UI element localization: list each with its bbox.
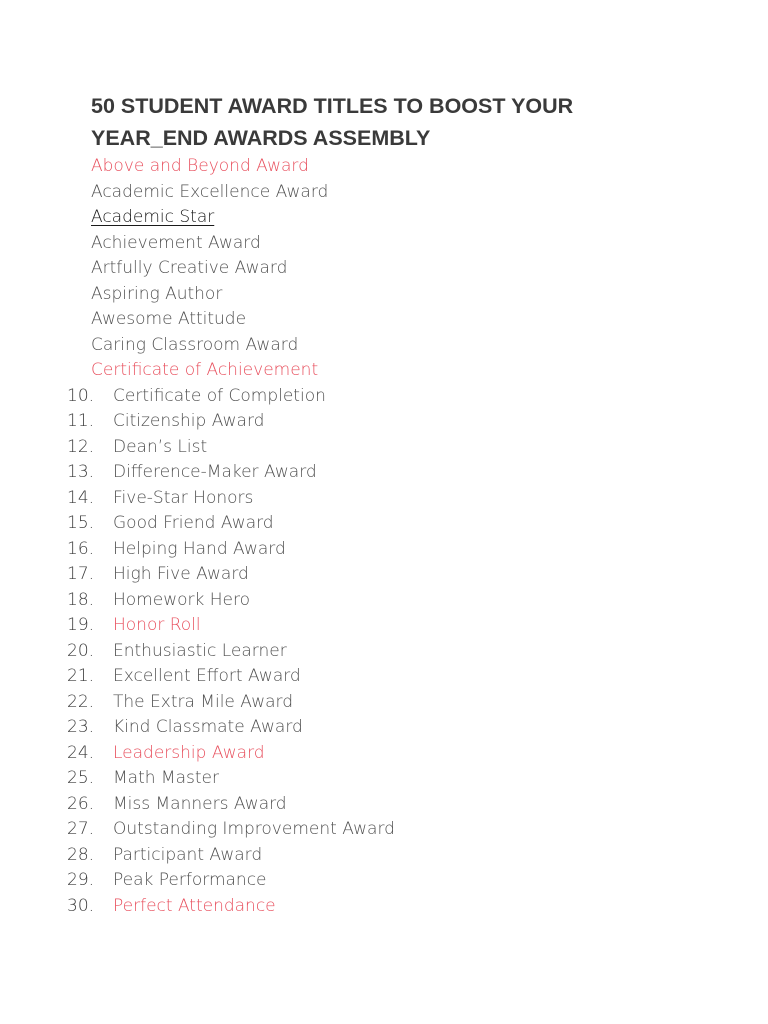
document-title (91, 90, 573, 154)
award-number: 24. (67, 742, 95, 763)
award-number: 27. (67, 819, 95, 839)
award-title: Aspiring Author (91, 283, 223, 304)
award-number: 15. (67, 513, 95, 533)
award-title: Above and Beyond Award (91, 156, 309, 176)
document-title-line-2: YEAR_END AWARDS ASSEMBLY (91, 126, 431, 150)
award-title: Enthusiastic Learner (113, 640, 287, 661)
award-title: Kind Classmate Award (113, 717, 303, 737)
award-number: 23. (67, 717, 95, 737)
award-number: 10. (67, 385, 95, 406)
award-title: Perfect Attendance (113, 895, 276, 916)
award-title: The Extra Mile Award (113, 691, 294, 712)
award-number: 30. (67, 895, 95, 916)
document-title-line-1: 50 STUDENT AWARD TITLES TO BOOST YOUR (91, 94, 574, 118)
award-title: Citizenship Award (113, 411, 265, 431)
award-title: Excellent Effort Award (113, 666, 301, 686)
award-title: Dean’s List (113, 436, 208, 457)
award-title: High Five Award (113, 564, 249, 584)
award-title: Outstanding Improvement Award (113, 819, 395, 839)
award-title: Peak Performance (113, 870, 267, 890)
award-title: Miss Manners Award (113, 793, 287, 814)
award-number: 19. (67, 615, 95, 635)
award-number: 13. (67, 462, 95, 482)
award-number: 22. (67, 691, 95, 712)
award-title: Helping Hand Award (113, 538, 286, 559)
award-number: 21. (67, 666, 95, 686)
award-title: Participant Award (113, 844, 263, 865)
award-number: 16. (67, 538, 95, 559)
award-number: 12. (67, 436, 95, 457)
award-number: 14. (67, 487, 95, 508)
award-title: Caring Classroom Award (91, 334, 299, 355)
award-number: 26. (67, 793, 95, 814)
award-number: 18. (67, 589, 95, 610)
award-title: Certificate of Completion (113, 385, 326, 406)
award-number: 29. (67, 870, 95, 890)
award-title: Leadership Award (113, 742, 265, 763)
award-title: Homework Hero (113, 589, 251, 610)
award-title: Academic Excellence Award (91, 181, 329, 202)
award-title: Difference-Maker Award (113, 462, 317, 482)
award-title: Five-Star Honors (113, 487, 254, 508)
award-number: 17. (67, 564, 95, 584)
award-number: 20. (67, 640, 95, 661)
award-title: Math Master (113, 768, 219, 788)
award-title: Good Friend Award (113, 513, 274, 533)
award-number: 11. (67, 411, 95, 431)
award-title: Certificate of Achievement (91, 360, 319, 380)
award-title: Achievement Award (91, 232, 261, 253)
award-number: 25. (67, 768, 95, 788)
award-number: 28. (67, 844, 95, 865)
award-title[interactable]: Academic Star (91, 207, 215, 227)
award-title: Artfully Creative Award (91, 258, 288, 278)
award-title: Awesome Attitude (91, 309, 247, 329)
award-title: Honor Roll (113, 615, 201, 635)
